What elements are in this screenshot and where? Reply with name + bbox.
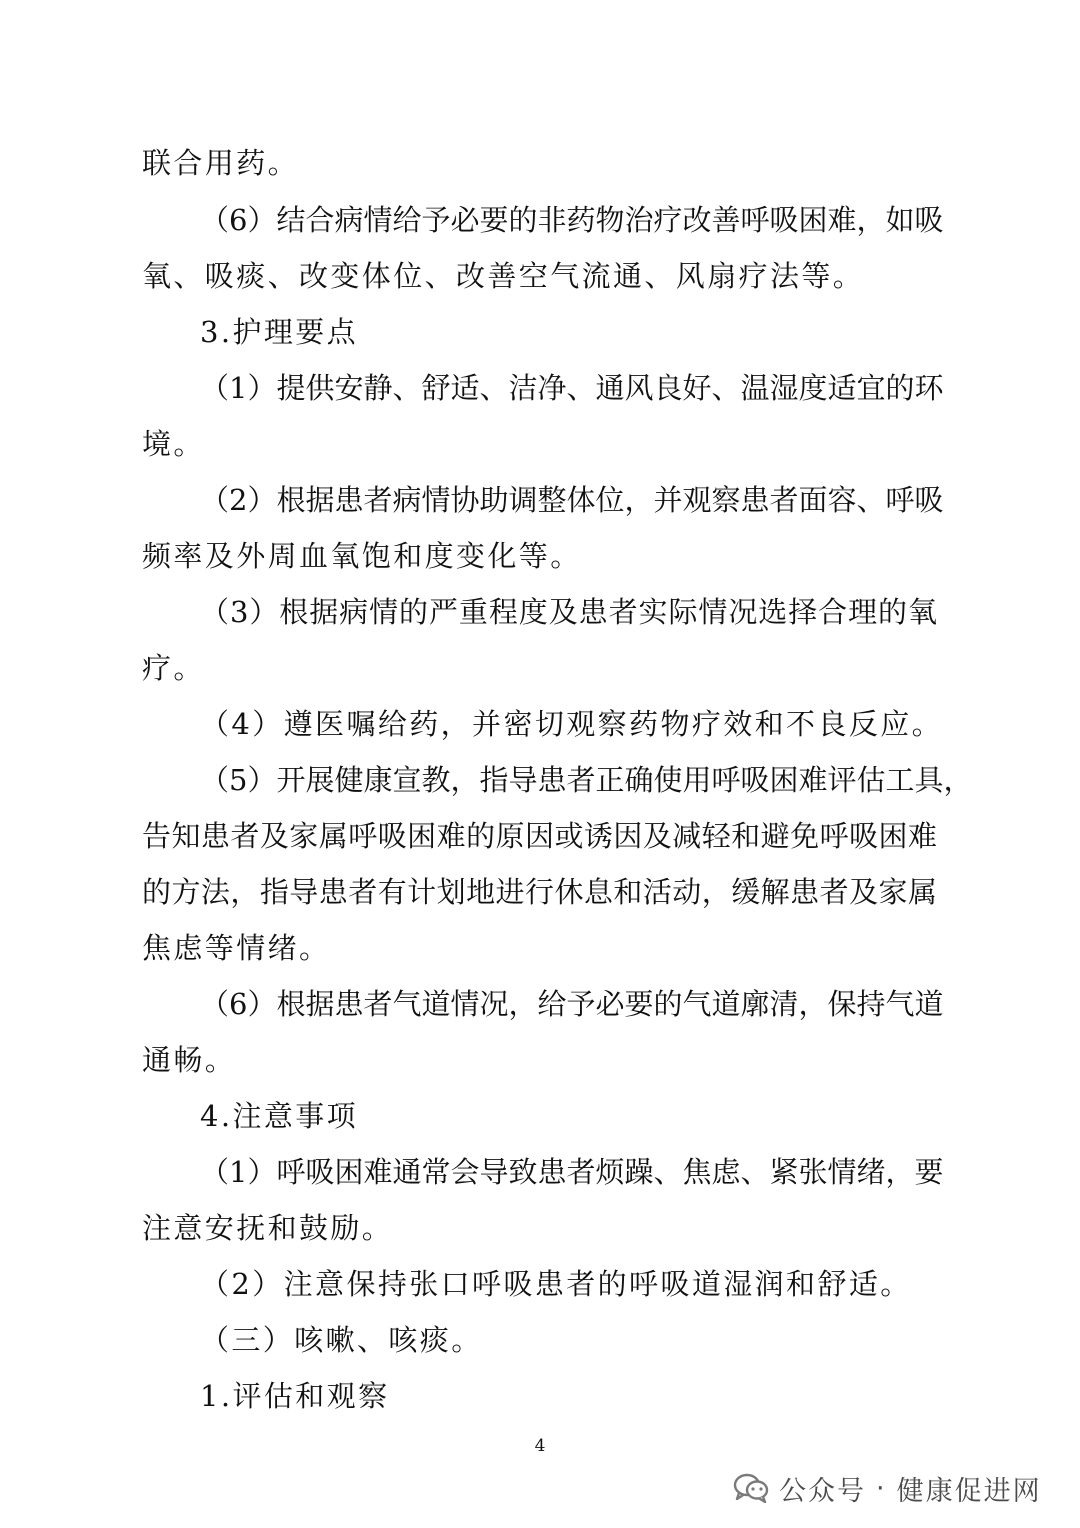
watermark-prefix: 公众号 bbox=[779, 1475, 866, 1507]
text-line: （6）结合病情给予必要的非药物治疗改善呼吸困难，如吸 bbox=[200, 203, 944, 237]
text-line: 疗。 bbox=[142, 651, 205, 685]
section-heading: 3.护理要点 bbox=[200, 315, 359, 349]
text-line: 氧、吸痰、改变体位、改善空气流通、风扇疗法等。 bbox=[142, 259, 865, 293]
section-heading: （三）咳嗽、咳痰。 bbox=[200, 1323, 483, 1357]
text-line: （2）根据患者病情协助调整体位，并观察患者面容、呼吸 bbox=[200, 483, 944, 517]
text-line: （3）根据病情的严重程度及患者实际情况选择合理的氧 bbox=[200, 595, 937, 629]
wechat-icon bbox=[733, 1473, 769, 1503]
text-line: 联合用药。 bbox=[142, 146, 300, 180]
text-line: 焦虑等情绪。 bbox=[142, 931, 331, 965]
text-line: （2）注意保持张口呼吸患者的呼吸道湿润和舒适。 bbox=[200, 1267, 912, 1301]
watermark-separator: · bbox=[876, 1472, 887, 1504]
section-heading: 1.评估和观察 bbox=[200, 1379, 390, 1413]
section-heading: 4.注意事项 bbox=[200, 1099, 359, 1133]
wechat-watermark bbox=[733, 1466, 1042, 1510]
text-line: 告知患者及家属呼吸困难的原因或诱因及减轻和避免呼吸困难 bbox=[142, 819, 937, 853]
text-line: 频率及外周血氧饱和度变化等。 bbox=[142, 539, 582, 573]
text-line: （4）遵医嘱给药，并密切观察药物疗效和不良反应。 bbox=[200, 707, 944, 741]
text-line: （5）开展健康宣教，指导患者正确使用呼吸困难评估工具， bbox=[200, 763, 973, 797]
text-line: 注意安抚和鼓励。 bbox=[142, 1211, 394, 1245]
page-number: 4 bbox=[534, 1436, 546, 1456]
text-line: （6）根据患者气道情况，给予必要的气道廓清，保持气道 bbox=[200, 987, 944, 1021]
watermark-account: 健康促进网 bbox=[896, 1475, 1042, 1507]
text-line: 的方法，指导患者有计划地进行休息和活动，缓解患者及家属 bbox=[142, 875, 937, 909]
text-line: （1）呼吸困难通常会导致患者烦躁、焦虑、紧张情绪，要 bbox=[200, 1155, 944, 1189]
text-line: （1）提供安静、舒适、洁净、通风良好、温湿度适宜的环 bbox=[200, 371, 944, 405]
text-line: 通畅。 bbox=[142, 1043, 237, 1077]
text-line: 境。 bbox=[142, 427, 205, 461]
